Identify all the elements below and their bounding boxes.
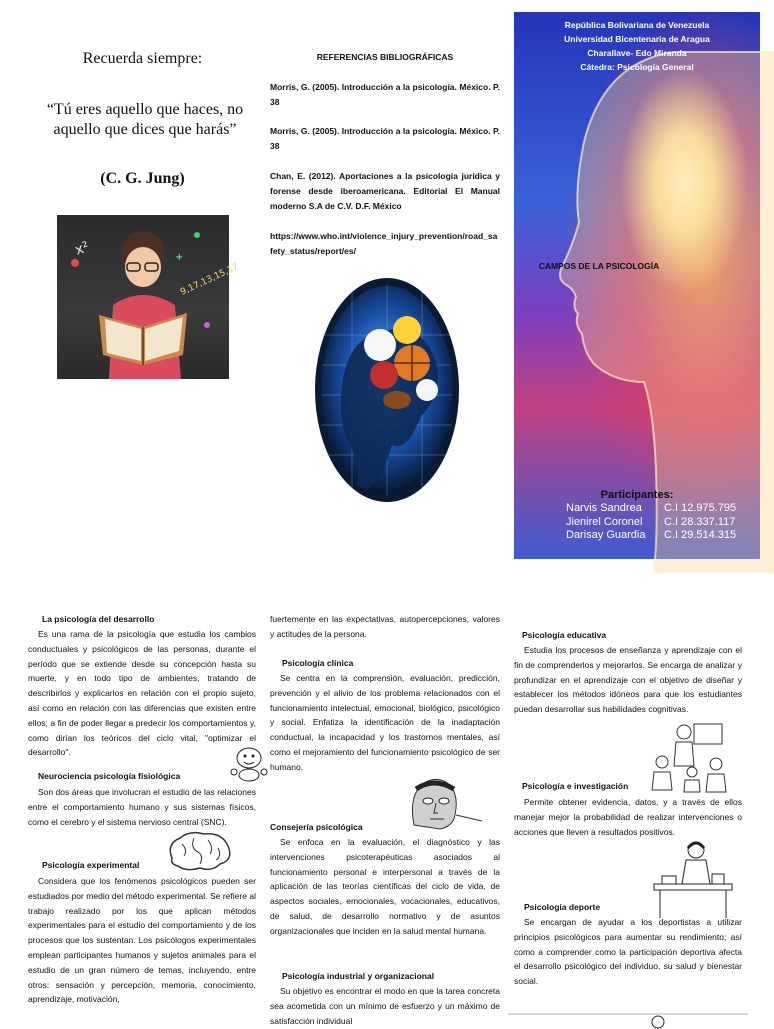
svg-text:+: + xyxy=(175,252,184,263)
section-title: Neurociencia psicología fisiológica xyxy=(38,771,181,781)
section-text: Considera que los fenómenos psicológicos pueden ser estudiados por medio del método experimental. Se refiere al trabajo realizado por los que aplican métodos experimentales para el estudio del comportamiento y de los procesos que los sustentan. Los psicólogos experimentales emplean participantes humanos y sujetos animales para el estudio de un gran número de temas, incluyendo, entre otros: sensación y percepción, memoria, conocimiento, aprendizaje, motivación, xyxy=(28,876,256,1005)
cover-course: Cátedra: Psicología General xyxy=(580,62,694,72)
section-title: Consejería psicológica xyxy=(270,822,363,832)
reference-item: Morris, G. (2005). Introducción a la psicología. México. P. 38 xyxy=(270,126,500,151)
section-title: Psicología educativa xyxy=(522,630,607,640)
section-title: Psicología clínica xyxy=(282,658,354,668)
participant-row xyxy=(566,516,736,530)
quote-title: Recuerda siempre: xyxy=(82,50,203,67)
section-text: Se enfoca en la evaluación, el diagnóstico y las intervenciones psicoterapéuticas asociados al funcionamiento personal e interpersonal a través de la aplicación de las teorías científicas del ciclo de vida, de aspectos sociales, emocionales, vocacionales, educativos, de salud, de desarrollo normativo y de asuntos organizacionales que inciden en la salud mental humana. xyxy=(270,837,500,936)
child-reading-image xyxy=(57,215,241,379)
participant-ci: C.I 29.514.315 xyxy=(664,529,737,541)
cover-panel xyxy=(514,12,760,559)
participant-name: Jienirel Coronel xyxy=(566,515,643,528)
section-text: Se encargan de ayudar a los deportistas a utilizar principios psicológicos para aumentar su rendimiento; así como a comprender como la participación deportiva afecta el desarrollo psicológico del individuo, su salud y bienestar social. xyxy=(514,917,742,987)
participants-list xyxy=(566,502,736,543)
cartoon-character-image xyxy=(228,742,270,782)
section-title: Psicología e investigación xyxy=(522,781,629,791)
participant-ci: C.I 28.337.117 xyxy=(664,515,736,528)
cover-country: República Bolivariana de Venezuela xyxy=(564,20,710,30)
brain-icon xyxy=(164,830,234,875)
section-text: Permite obtener evidencia, datos, y a través de ellos manejar mejor la probabilidad de realizar intervenciones o acciones que lleven a resultados positivos. xyxy=(514,797,742,837)
section-title: Psicología industrial y organizacional xyxy=(282,971,435,981)
section-title: Psicología experimental xyxy=(42,860,140,870)
participant-row xyxy=(566,529,736,543)
researcher-desk-image xyxy=(652,838,734,920)
section-text: Son dos áreas que involucran el estudio de las relaciones entre el comportamiento humano y sus sistemas físicos, como el cerebro y el sistema nervioso central (SNC). xyxy=(28,787,256,827)
section-text: fuertemente en las expectativas, autopercepciones, valores y actitudes de la persona. xyxy=(270,614,500,639)
svg-text:x²: x² xyxy=(72,238,92,259)
participant-name: Darisay Guardia xyxy=(566,529,646,541)
reference-item: Morris, G. (2005). Introducción a la psicología. México. P. 38 xyxy=(270,82,500,107)
cover-location: Charallave- Edo Miranda xyxy=(587,48,687,58)
participant-name: Narvis Sandrea xyxy=(566,502,642,514)
face-sketch-image xyxy=(394,775,484,830)
section-text: Se centra en la comprensión, evaluación, predicción, prevención y el alivio de los problema relacionados con el funcionamiento intelectual, emocional, biológico, psicológico y social. Enfatiza la identificación de la inadaptación conductual, la incapacidad y los trastornos mentales, así como el mejoramiento del funcionamiento psicológico de ser humano. xyxy=(270,673,500,772)
quote-text: “Tú eres aquello que haces, no aquello que dices que harás” xyxy=(46,101,244,138)
svg-text:9,17,13,15,17: 9,17,13,15,17 xyxy=(179,262,241,298)
classroom-sketch-image xyxy=(650,720,730,792)
reference-link[interactable]: https://www.who.int/violence_injury_prevention/road_safety_status/report/es/ xyxy=(270,231,498,256)
section-text: Es una rama de la psicología que estudia los cambios conductuales y psicológicos de las personas, durante el período que se extiende desde su concepción hasta su muerte, y en todo tipo de ambientes, tratando de describirlos y explicarlos en relación con el propio sujeto, así como en relación con las diferencias que existen entre ellos; a fin de poder llegar a predecir los comportamientos y, como dirían los teóricos del ciclo vital, "optimizar el desarrollo". xyxy=(28,629,256,758)
section-text: Estudia los procesos de enseñanza y aprendizaje con el fin de comprenderlos y mejorarlos. Se encarga de analizar y profundizar en el aprendizaje con el objetivo de diseñar y establecer los métodos idóneos para que los estudiantes puedan desarrollar sus habilidades cognitivas. xyxy=(514,645,742,715)
sports-head-image xyxy=(312,275,462,520)
participants-title: Participantes: xyxy=(600,489,674,501)
section-text: Su objetivo es encontrar el modo en que la tarea concreta sea acometida con un mínimo de esfuerzo y un máximo de satisfacción individual xyxy=(270,986,500,1026)
participant-row xyxy=(566,502,736,516)
participant-ci: C.I 12.975.795 xyxy=(664,502,737,514)
references-title: REFERENCIAS BIBLIOGRÁFICAS xyxy=(316,52,454,62)
quote-author: (C. G. Jung) xyxy=(100,170,185,187)
cover-university: Universidad Bicentenaria de Aragua xyxy=(564,34,710,44)
section-title: Psicología deporte xyxy=(524,902,601,912)
partial-sketch-image xyxy=(508,1010,748,1024)
section-title: La psicología del desarrollo xyxy=(42,614,155,624)
cover-subject: CAMPOS DE LA PSICOLOGÍA xyxy=(538,261,660,271)
reference-item: Chan, E. (2012). Aportaciones a la psicología jurídica y forense desde iberoamericana. Editorial El Manual moderno S.A de C.V. D.F. México xyxy=(270,171,500,211)
